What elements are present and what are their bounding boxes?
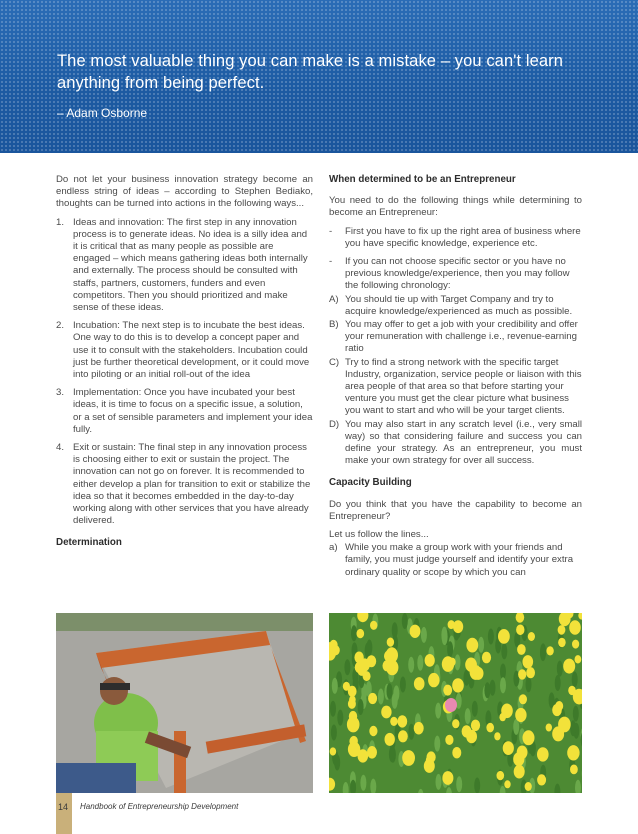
footer-accent-bar — [56, 793, 72, 834]
tulip-leaf — [387, 683, 393, 699]
list-item-text: If you can not choose specific sector or you have no previous knowledge/experience, then you may follow the following chronology: — [345, 256, 570, 292]
tulip-flower — [452, 678, 464, 692]
tulip-flower — [357, 629, 365, 638]
list-item — [56, 387, 313, 436]
list-item — [56, 442, 313, 527]
tulip-leaf — [378, 689, 384, 705]
tulip-leaf — [358, 699, 364, 715]
tulip-leaf — [417, 655, 423, 671]
tulip-flower — [503, 741, 514, 755]
tulip-flower — [517, 644, 526, 655]
tulip-flower — [425, 654, 435, 667]
tulip-flower — [499, 713, 506, 721]
tulip-leaf — [540, 645, 546, 661]
tulip-flower — [523, 655, 534, 668]
tulip-leaf — [490, 680, 496, 696]
list-item — [56, 217, 313, 315]
tulip-flower — [370, 621, 377, 630]
list-item — [329, 226, 582, 250]
tulip-flower — [462, 725, 472, 737]
tulip-flower — [332, 645, 340, 655]
tulip-leaf — [434, 736, 440, 752]
entrepreneur-intro: You need to do the following things while determining to become an Entrepreneur: — [329, 195, 582, 219]
tulip-leaf — [526, 676, 532, 692]
capacity-lead: Let us follow the lines... — [329, 529, 429, 541]
tulip-flower — [514, 765, 525, 779]
tulip-leaf — [330, 701, 336, 717]
section-heading-capacity: Capacity Building — [329, 477, 412, 489]
tulip-flower — [466, 638, 478, 653]
tulip-flower — [575, 655, 582, 663]
tulip-flower — [525, 782, 532, 791]
tulip-leaf — [331, 725, 337, 741]
tulip-leaf — [360, 775, 366, 791]
tulip-flower — [486, 723, 494, 733]
tulip-leaf — [389, 746, 395, 762]
tulip-flower — [445, 735, 453, 745]
tulip-flower — [386, 660, 398, 675]
tulip-flower — [448, 620, 455, 629]
list-marker: 4. — [56, 442, 65, 454]
tulip-flower — [517, 746, 528, 760]
tulip-flower — [414, 677, 425, 690]
tulip-flower — [359, 658, 370, 671]
tulip-leaf — [557, 661, 563, 677]
tulip-leaf — [421, 627, 427, 643]
list-item-text: You may offer to get a job with your credibility and offer your remuneration with challenge i.e., revenue-earning ratio — [345, 319, 578, 355]
tulip-leaf — [366, 640, 372, 656]
tulip-flower — [410, 625, 421, 638]
tulip-flower — [569, 620, 581, 635]
list-marker: B) — [329, 319, 339, 331]
list-marker: 2. — [56, 320, 65, 332]
list-item-text: You should tie up with Target Company and try to acquire knowledge/experienced as much as possible. — [345, 293, 573, 317]
tulip-flower — [497, 771, 505, 780]
tulip-flower — [515, 708, 526, 722]
tulip-field-illustration — [329, 613, 582, 793]
capacity-question: Do you think that you have the capability to become an Entrepreneur? — [329, 498, 582, 522]
list-item — [329, 542, 582, 579]
tulip-flower — [397, 715, 407, 727]
tulip-leaf — [393, 685, 399, 701]
tulip-flower — [453, 620, 463, 633]
tulip-flower — [469, 660, 476, 669]
list-marker: 1. — [56, 216, 65, 228]
list-item — [329, 419, 582, 468]
list-marker: A) — [329, 293, 339, 305]
tulip-flower — [381, 706, 391, 719]
tulip-flower — [384, 651, 393, 662]
list-item — [329, 294, 582, 318]
tulip-flower — [546, 646, 553, 655]
tulip-leaf — [478, 637, 484, 653]
tulip-flower — [427, 751, 436, 762]
list-item — [56, 320, 313, 381]
tulip-leaf — [400, 677, 406, 693]
tulip-flower — [414, 722, 424, 735]
tulip-flower — [367, 746, 377, 759]
tulip-flower — [368, 693, 377, 704]
right-column — [329, 174, 582, 585]
tulip-flower — [348, 742, 360, 757]
tulip-flower — [558, 625, 566, 635]
tulip-leaf — [408, 724, 414, 740]
tulip-flower — [570, 765, 578, 775]
list-marker: a) — [329, 542, 338, 554]
quote-banner — [0, 0, 638, 153]
tulip-flower — [528, 632, 535, 641]
tulip-flower — [537, 774, 546, 785]
tulip-leaf — [441, 627, 447, 643]
list-item-text: Ideas and innovation: The first step in any innovation process is to generate ideas. No idea is a silly idea and it is critical that as many people as possible are engaged – which means gathering ideas both internally and externally. The process should be consulted with staffs, partners, customers, funders and even competitors. Then you should prioritized and make sense of these ideas. — [73, 216, 308, 314]
intro-paragraph: Do not let your business innovation strategy become an endless string of ideas – according to Stephen Bediako, thoughts can be turned into actions in the following ways... — [56, 174, 313, 210]
planter-illustration — [56, 613, 313, 793]
tulip-leaf — [337, 710, 343, 726]
tulip-flower — [343, 682, 350, 691]
tulip-flower — [349, 696, 356, 704]
list-item-text: Exit or sustain: The final step in any innovation process is choosing either to exit or sustain the project. The innovation can not go on forever. It is recommended to either develop a plan for transition to exit or stabilize the idea so that it becomes embedded in the day-to-day working along with other services that you have already delivered. — [73, 442, 311, 527]
tulip-flower — [390, 717, 397, 726]
tulip-leaf — [484, 682, 490, 698]
list-marker: - — [329, 225, 333, 237]
tulip-flower — [546, 724, 552, 732]
tulip-leaf — [456, 776, 462, 792]
tulip-leaf — [408, 657, 414, 673]
section-heading-determination: Determination — [56, 537, 122, 549]
tulip-flower — [516, 625, 524, 636]
tulip-flower — [347, 717, 360, 733]
tulip-leaf — [555, 675, 561, 691]
tulip-leaf — [501, 643, 507, 659]
tulip-leaf — [351, 625, 357, 641]
tulip-leaf — [447, 641, 453, 657]
quote-author: – Adam Osborne — [57, 106, 148, 120]
list-item-text: Incubation: The next step is to incubate the best ideas. One way to do this is to develop a concept paper and use it to consult with the stakeholders. Incubation could just be further theoretical development, or it could move into piloting or an initial roll-out of the idea — [73, 320, 310, 381]
tulip-leaf — [573, 706, 579, 722]
tulip-flower — [526, 667, 535, 678]
tulip-leaf — [474, 778, 480, 794]
tulip-leaf — [500, 677, 506, 693]
list-item — [329, 319, 582, 356]
tulip-flower — [471, 720, 480, 731]
tulip-flower — [518, 669, 526, 679]
tulip-leaf — [332, 678, 338, 694]
tulip-flower — [442, 771, 453, 785]
tulip-flower — [398, 730, 408, 742]
tulip-leaf — [344, 659, 350, 675]
tulip-flower — [482, 652, 491, 664]
list-item-text: You may also start in any scratch level (i.e., very small way) so that considering failure and success you can define your strategy. As an entrepreneur, you must make your own strategy for over all success. — [345, 418, 582, 467]
left-column — [56, 174, 313, 559]
tulip-leaf — [570, 720, 576, 736]
tulip-flower — [452, 747, 461, 758]
list-item-text: Implementation: Once you have incubated your best ideas, it is time to focus on a specific issue, a solution, or a set of sensible parameters and implement your idea fully. — [73, 387, 313, 435]
list-item — [329, 256, 582, 293]
photo-tulip-field — [329, 613, 582, 793]
tulip-flower — [443, 685, 452, 696]
tulip-flower — [387, 638, 394, 647]
tulip-flower — [428, 673, 439, 687]
tulip-leaf — [500, 664, 506, 680]
tulip-leaf — [472, 701, 478, 717]
tulip-flower — [449, 658, 456, 666]
tulip-flower — [558, 638, 566, 647]
list-marker: D) — [329, 418, 340, 430]
tulip-flower — [494, 732, 500, 740]
photo-planter-builder — [56, 613, 313, 793]
list-marker: - — [329, 256, 333, 268]
tulip-flower — [363, 671, 371, 681]
list-item-text: Try to find a strong network with the specific target Industry, organization, service people or liaison with this area people of that area so that before starting your venture you must get the clear picture what business you want to start and who will be your target clients. — [345, 356, 582, 417]
banner-quote: The most valuable thing you can make is a mistake – you can't learn anything from being perfect. — [57, 52, 564, 92]
tulip-flower — [552, 704, 562, 716]
list-item — [329, 357, 582, 418]
book-title: Handbook of Entrepreneurship Development — [80, 802, 239, 811]
tulip-flower — [558, 717, 571, 733]
tulip-flower — [519, 694, 527, 704]
tulip-flower — [537, 747, 549, 761]
list-marker: 3. — [56, 387, 65, 399]
list-item-text: While you make a group work with your friends and family, you must judge yourself and identify your extra ordinary quality or scope by which you can — [345, 542, 574, 578]
list-marker: C) — [329, 356, 340, 368]
page-number: 14 — [58, 802, 69, 812]
tulip-leaf — [572, 672, 578, 688]
section-heading-entrepreneur: When determined to be an Entrepreneur — [329, 174, 516, 185]
tulip-leaf — [435, 703, 441, 719]
tulip-leaf — [465, 708, 471, 724]
tulip-flower — [504, 780, 510, 788]
tulip-flower — [523, 730, 535, 745]
tulip-flower — [402, 750, 415, 766]
tulip-leaf — [436, 774, 442, 790]
pink-tulip — [445, 698, 457, 712]
tulip-flower — [330, 747, 337, 755]
tulip-flower — [452, 719, 459, 728]
tulip-flower — [563, 659, 575, 674]
tulip-leaf — [334, 755, 340, 771]
tulip-flower — [369, 726, 377, 736]
tulip-leaf — [464, 670, 470, 686]
tulip-leaf — [488, 629, 494, 645]
tulip-flower — [498, 629, 510, 644]
tulip-flower — [572, 640, 579, 649]
tulip-flower — [385, 733, 395, 746]
tulip-flower — [567, 745, 579, 760]
tulip-leaf — [402, 613, 408, 629]
list-item-text: First you have to fix up the right area of business where you have specific knowledge, experience etc. — [345, 225, 581, 249]
